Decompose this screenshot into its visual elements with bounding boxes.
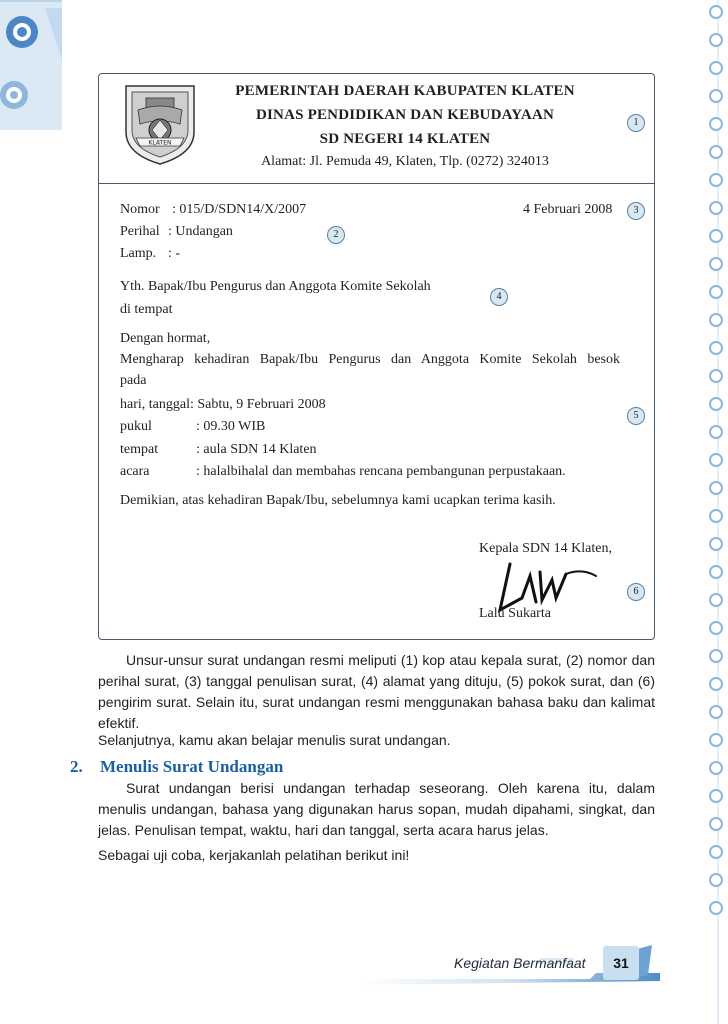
kop-address: Alamat: Jl. Pemuda 49, Klaten, Tlp. (0272) 324013 — [261, 154, 549, 169]
badge-3: 3 — [627, 202, 645, 220]
kop-line-2: DINAS PENDIDIKAN DAN KEBUDAYAAN — [255, 107, 555, 123]
footer-chapter-title: Kegiatan Bermanfaat — [454, 955, 586, 971]
paragraph-isi-undangan — [98, 778, 655, 841]
perihal-value: : Undangan — [168, 224, 233, 239]
kop-line-1: PEMERINTAH DAERAH KABUPATEN KLATEN — [235, 83, 575, 99]
badge-2: 2 — [327, 226, 345, 244]
badge-4: 4 — [490, 288, 508, 306]
recipient-line-2: di tempat — [120, 302, 173, 317]
paragraph-selanjutnya: Selanjutnya, kamu akan belajar menulis surat undangan. — [98, 732, 451, 748]
signer-name: Lalu Sukarta — [479, 606, 551, 621]
badge-1: 1 — [627, 114, 645, 132]
badge-5: 5 — [627, 407, 645, 425]
page-number: 31 — [603, 946, 639, 980]
body-line-1: Mengharap kehadiran Bapak/Ibu Pengurus dan Anggota Komite Sekolah besok — [120, 352, 620, 367]
badge-6: 6 — [627, 583, 645, 601]
lamp-value: : - — [168, 246, 181, 261]
letter-date: 4 Februari 2008 — [523, 202, 613, 217]
spiral-binding — [698, 0, 728, 1024]
pukul-value: : 09.30 WIB — [196, 419, 266, 434]
section-title-text: Menulis Surat Undangan — [100, 757, 284, 776]
hari-line: hari, tanggal: Sabtu, 9 Februari 2008 — [120, 397, 326, 412]
tempat-label: tempat — [120, 442, 159, 457]
acara-value: : halalbihalal dan membahas rencana pembangunan perpustakaan. — [196, 464, 566, 479]
logo-text: KLATEN — [148, 139, 172, 147]
kop-line-3: SD NEGERI 14 KLATEN — [319, 131, 491, 147]
corner-decoration — [0, 0, 80, 130]
greeting: Dengan hormat, — [120, 331, 211, 346]
nomor-label: Nomor — [120, 202, 160, 217]
signer-title: Kepala SDN 14 Klaten, — [479, 541, 612, 556]
tempat-value: : aula SDN 14 Klaten — [196, 442, 317, 457]
acara-label: acara — [120, 464, 150, 479]
kop-divider — [98, 183, 655, 184]
lamp-label: Lamp. — [120, 246, 157, 261]
section-heading — [70, 757, 283, 777]
pukul-label: pukul — [120, 419, 152, 434]
paragraph-isi-undangan-text: Surat undangan berisi undangan terhadap seseorang. Oleh karena itu, dalam menulis undangan, bahasa yang digunakan harus sopan, mudah dipahami, singkat, dan jelas. Penulisan tempat, waktu, hari dan tanggal, serta acara harus jelas. — [98, 780, 655, 838]
recipient-line-1: Yth. Bapak/Ibu Pengurus dan Anggota Komite Sekolah — [120, 279, 431, 294]
paragraph-unsur-text: Unsur-unsur surat undangan resmi meliputi (1) kop atau kepala surat, (2) nomor dan perihal surat, (3) tanggal penulisan surat, (4) alamat yang dituju, (5) pokok surat, dan (6) pengirim surat. Selain itu, surat undangan resmi menggunakan bahasa baku dan kalimat efektif. — [98, 652, 655, 731]
body-line-2: pada — [120, 373, 147, 388]
paragraph-uji-coba: Sebagai uji coba, kerjakanlah pelatihan berikut ini! — [98, 847, 410, 863]
paragraph-unsur — [98, 650, 655, 734]
perihal-label: Perihal — [120, 224, 160, 239]
closing-line: Demikian, atas kehadiran Bapak/Ibu, sebelumnya kami ucapkan terima kasih. — [120, 493, 556, 508]
nomor-value: : 015/D/SDN14/X/2007 — [172, 202, 307, 217]
section-number: 2. — [70, 757, 83, 776]
klaten-emblem-icon — [118, 80, 202, 166]
